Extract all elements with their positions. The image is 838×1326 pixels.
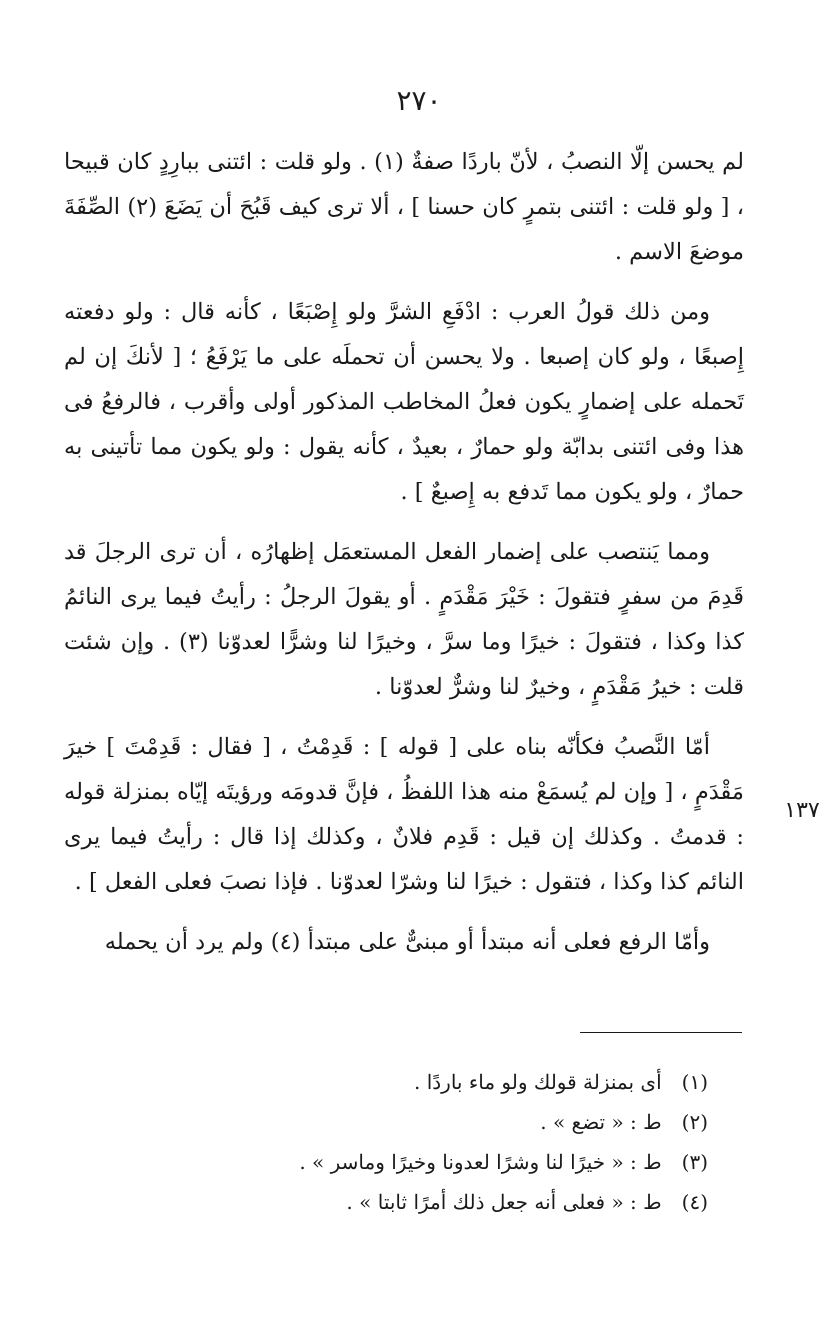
footnote-divider — [580, 1032, 742, 1033]
page-number: ٢٧٠ — [396, 84, 442, 117]
footnote-number: (٢) — [681, 1110, 708, 1134]
footnote-text: ط : « تضع » . — [540, 1110, 662, 1134]
paragraph-4: أمّا النَّصبُ فكأنّه بناه على [ قوله ] : قَدِمْتُ ، [ فقال : قَدِمْتَ ] خيرَ مَقْدَمٍ ، [ وإن لم يُسمَعْ منه هذا اللفظُ ، فإنَّ قدومَه ورؤيتَه إيّاه بمنزلة قوله : قدمتُ . وكذلك إن قيل : قَدِم فلانٌ ، وكذلك إذا قال : رأيتُ فيما يرى النائم كذا وكذا ، فتقول : خيرًا لنا وشرّا لعدوّنا . فإذا نصبَ فعلى الفعل ] . — [64, 734, 744, 895]
paragraph-1: لم يحسن إلّا النصبُ ، لأنّ باردًا صفةٌ (١) . ولو قلت : ائتنى ببارِدٍ كان قبيحا ، [ ولو قلت : ائتنى بتمرٍ كان حسنا ] ، ألا ترى كيف قَبُحَ أن يَضَعَ (٢) الصِّفَةَ موضعَ الاسم . — [64, 149, 744, 265]
footnote-item — [200, 1182, 708, 1222]
footnote-number: (١) — [681, 1070, 708, 1094]
footnote-item — [200, 1102, 708, 1142]
footnote-number: (٤) — [681, 1190, 708, 1214]
footnote-item — [200, 1062, 708, 1102]
footnote-text: ط : « خيرًا لنا وشرًا لعدونا وخيرًا وماسر » . — [299, 1150, 662, 1174]
footnote-text: أى بمنزلة قولك ولو ماء باردًا . — [413, 1070, 662, 1094]
margin-page-reference: ١٣٧ — [784, 798, 820, 823]
footnote-text: ط : « فعلى أنه جعل ذلك أمرًا ثابتا » . — [346, 1190, 662, 1214]
footnote-number: (٣) — [681, 1150, 708, 1174]
footnotes — [200, 1062, 708, 1222]
paragraph-5: وأمّا الرفع فعلى أنه مبتدأ أو مبنىٌّ على مبتدأ (٤) ولم يرد أن يحمله — [104, 929, 710, 955]
paragraph-2: ومن ذلك قولُ العرب : ادْفَعِ الشرَّ ولو إِصْبَعًا ، كأنه قال : ولو دفعته إِصبعًا ، ولو كان إصبعا . ولا يحسن أن تحملَه على ما يَرْفَعُ ؛ [ لأنكَ إن لم تَحمله على إضمارٍ يكون فعلُ المخاطب المذكور أولى وأقرب ، فالرفعُ فى هذا وفى ائتنى بدابّة ولو حمارٌ ، بعيدٌ ، كأنه يقول : ولو يكون مما تأتينى به حمارٌ ، ولو يكون مما تَدفع به إِصبعٌ ] . — [64, 299, 744, 505]
main-text — [64, 140, 744, 980]
paragraph-3: ومما يَنتصب على إضمار الفعل المستعمَل إظهارُه ، أن ترى الرجلَ قد قَدِمَ من سفرٍ فتقولَ : خَيْرَ مَقْدَمٍ . أو يقولَ الرجلُ : رأيتُ فيما يرى النائمُ كذا وكذا ، فتقولَ : خيرًا وما سرَّ ، وخيرًا لنا وشرًّا لعدوّنا (٣) . وإن شئت قلت : خيرُ مَقْدَمٍ ، وخيرٌ لنا وشرٌّ لعدوّنا . — [64, 539, 744, 700]
footnote-item — [200, 1142, 708, 1182]
